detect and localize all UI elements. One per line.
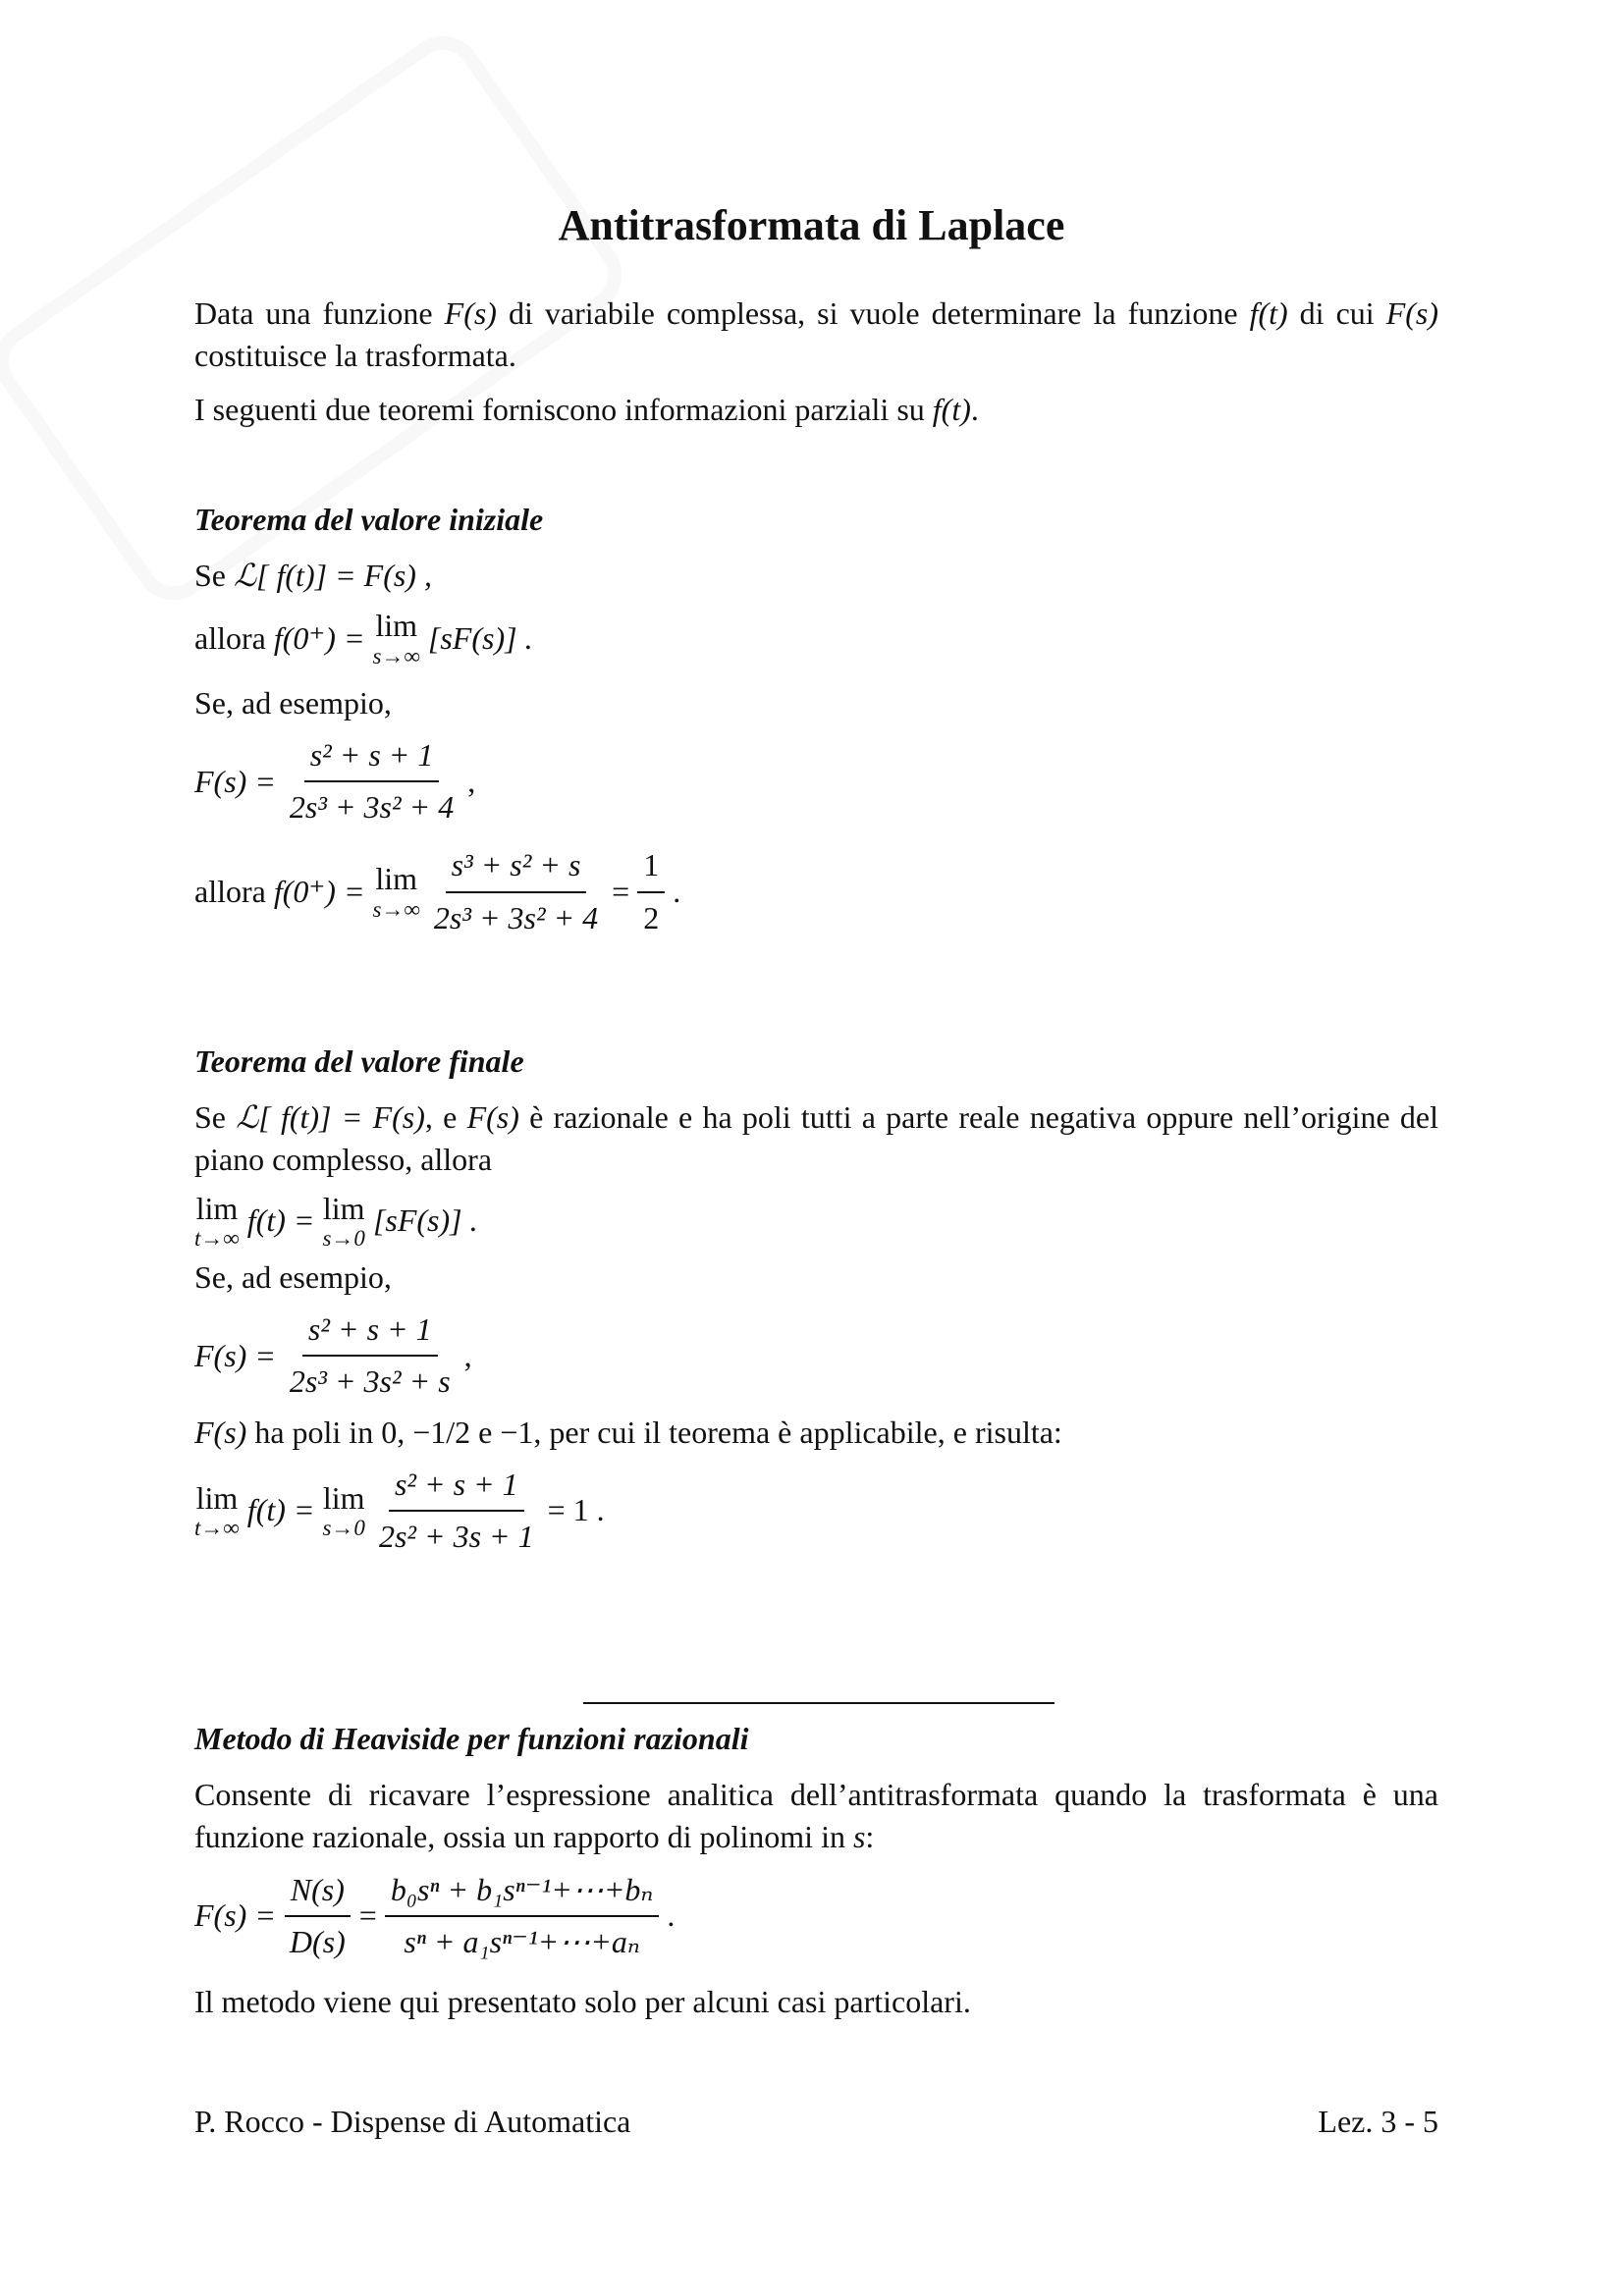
limit-operator: lim t→∞ [194, 1190, 240, 1251]
fraction: $\frac{\text{s² + s + 1}}{\text{2s³ + 3s² + s}}$ [284, 1308, 457, 1403]
footer-author: P. Rocco - Dispense di Automatica [194, 2104, 631, 2139]
fraction: $\frac{\text{s³ + s² + s}}{\text{2s³ + 3s² + 4}}$ [428, 844, 604, 938]
rational-function-equation: F(s) = $\frac{N(s)}{D(s)}$ = $\frac{\text{b₀sⁿ + b₁sⁿ⁻¹+⋯+bₙ}}{\text{sⁿ + a₁sⁿ⁻¹+⋯+aₙ}}$ . [194, 1869, 1438, 1963]
limit-operator: lim s→∞ [372, 861, 420, 922]
theorem-equation: lim t→∞ f(t) = lim s→0 [sF(s)] . [194, 1190, 478, 1251]
final-value-theorem [194, 1041, 1438, 1558]
closing-paragraph: Il metodo viene qui presentato solo per alcuni casi particolari. [194, 1983, 971, 2019]
theorem-equation: allora f(0⁺) = lim s→∞ [sF(s)] . [194, 608, 533, 668]
section-heading: Teorema del valore iniziale [194, 502, 544, 537]
section-divider [583, 1702, 1055, 1704]
intro-paragraph-2: I seguenti due teoremi forniscono informazioni parziali su f(t). [194, 392, 979, 428]
fraction-one-half: $\frac{1}{2}$ [637, 844, 665, 938]
example-intro: Se, ad esempio, [194, 684, 392, 721]
example-intro: Se, ad esempio, [194, 1259, 392, 1296]
example-function: F(s) = $\frac{\text{s² + s + 1}}{\text{2s³ + 3s² + s}}$ , [194, 1308, 1438, 1403]
limit-operator: lim s→0 [322, 1479, 365, 1540]
limit-operator: lim s→0 [322, 1190, 365, 1251]
page-footer [194, 2101, 1438, 2143]
final-condition: Se ℒ[ f(t)] = F(s), e F(s) è razionale e ha poli tutti a parte reale negativa oppure nell’origine del piano complesso, allora [194, 1099, 1439, 1178]
footer-page-number: Lez. 3 - 5 [1318, 2104, 1438, 2139]
polynomial-fraction: $\frac{\text{b₀sⁿ + b₁sⁿ⁻¹+⋯+bₙ}}{\text{sⁿ + a₁sⁿ⁻¹+⋯+aₙ}}$ [385, 1869, 660, 1963]
poles-statement: F(s) ha poli in 0, −1/2 e −1, per cui il teorema è applicabile, e risulta: [194, 1414, 1062, 1450]
limit-operator: lim t→∞ [194, 1479, 240, 1540]
heaviside-method [194, 1718, 1438, 2023]
fraction: $\frac{\text{s² + s + 1}}{\text{2s³ + 3s² + 4}}$ [284, 734, 460, 828]
example-function: F(s) = $\frac{\text{s² + s + 1}}{\text{2s³ + 3s² + 4}}$ , [194, 734, 1438, 828]
limit-operator: lim s→∞ [372, 608, 420, 668]
initial-value-theorem [194, 499, 1438, 939]
example-result: allora f(0⁺) = lim s→∞ $\frac{\text{s³ + s² + s}}{\text{2s³ + 3s² + 4}}$ = $\frac{1}{2}$ . [194, 844, 1438, 938]
page-title: Antitrasformata di Laplace [558, 201, 1065, 249]
example-result: lim t→∞ f(t) = lim s→0 $\frac{\text{s² + s + 1}}{\text{2s² + 3s + 1}}$ = 1 . [194, 1464, 1438, 1558]
fraction: $\frac{\text{s² + s + 1}}{\text{2s² + 3s + 1}}$ [373, 1464, 540, 1558]
section-heading: Metodo di Heaviside per funzioni razionali [194, 1721, 749, 1756]
definition-line: Se ℒ[ f(t)] = F(s) , [194, 558, 432, 594]
section-heading: Teorema del valore finale [194, 1043, 524, 1079]
heaviside-description: Consente di ricavare l’espressione analitica dell’antitrasformata quando la trasformata è una funzione razionale, ossia un rapporto di polinomi in s: [194, 1777, 1438, 1855]
intro-paragraph-1: Data una funzione F(s) di variabile complessa, si vuole determinare la funzione f(t) di cui F(s) costituisce la trasformata. [194, 295, 1439, 374]
intro-section [194, 293, 1438, 432]
fraction: $\frac{N(s)}{D(s)}$ [284, 1869, 352, 1963]
